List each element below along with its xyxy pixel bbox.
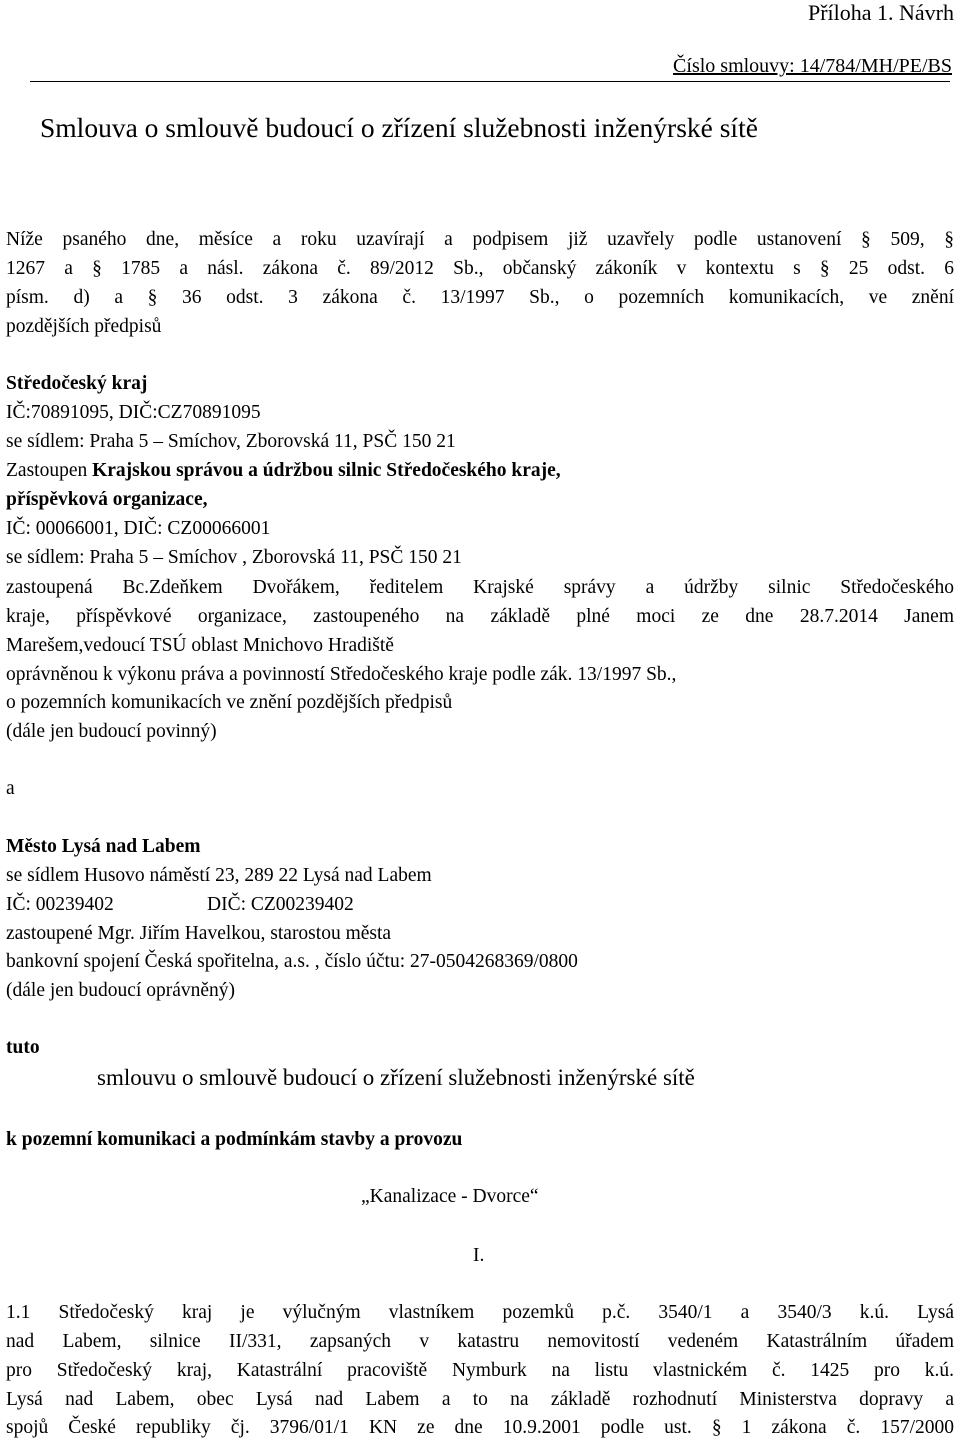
party2-seat: se sídlem Husovo náměstí 23, 289 22 Lysá nad Labem (6, 865, 432, 886)
party2-role: (dále jen budoucí oprávněný) (6, 980, 236, 1001)
party2-bank: bankovní spojení Česká spořitelna, a.s. , číslo účtu: 27-0504268369/0800 (6, 951, 578, 972)
rep-organization: Krajskou správou a údržbou silnic Středočeského kraje, (92, 460, 561, 481)
party1-line-3: Marešem,vedoucí TSÚ oblast Mnichovo Hradiště (6, 635, 394, 656)
header-rule (30, 81, 950, 82)
rep-seat: se sídlem: Praha 5 – Smíchov , Zborovská 11, PSČ 150 21 (6, 547, 462, 568)
annex-label: Příloha 1. Návrh (807, 0, 954, 25)
tuto-word: tuto (6, 1037, 40, 1058)
party1-seat: se sídlem: Praha 5 – Smíchov, Zborovská 11, PSČ 150 21 (6, 431, 456, 452)
intro-line-3: písm. d) a § 36 odst. 3 zákona č. 13/1997 Sb., o pozemních komunikacích, ve znění (6, 287, 954, 308)
party1-role: (dále jen budoucí povinný) (6, 721, 217, 742)
contract-subject: k pozemní komunikaci a podmínkám stavby a provozu (6, 1129, 463, 1150)
project-name: „Kanalizace - Dvorce“ (361, 1186, 539, 1207)
contract-subtitle: smlouvu o smlouvě budoucí o zřízení služebnosti inženýrské sítě (97, 1065, 695, 1090)
intro-line-1: Níže psaného dne, měsíce a roku uzavírají a podpisem již uzavřely podle ustanovení § 509, § (6, 229, 954, 250)
party1-representation (6, 457, 561, 484)
and-word: a (6, 778, 15, 799)
party1-line-1: zastoupená Bc.Zdeňkem Dvořákem, ředitelem Krajské správy a údržby silnic Středočeského (6, 577, 954, 598)
rep-prefix: Zastoupen (6, 460, 93, 481)
section-line-1: 1.1 Středočeský kraj je výlučným vlastníkem pozemků p.č. 3540/1 a 3540/3 k.ú. Lysá (6, 1302, 954, 1323)
contract-number: Číslo smlouvy: 14/784/MH/PE/BS (673, 55, 952, 77)
party2-name: Město Lysá nad Labem (6, 836, 201, 857)
section-line-4: Lysá nad Labem, obec Lysá nad Labem a to na základě rozhodnutí Ministerstva dopravy a (6, 1389, 954, 1410)
party1-line-5: o pozemních komunikacích ve znění pozdějších předpisů (6, 692, 453, 713)
party2-dic: DIČ: CZ00239402 (207, 894, 354, 915)
party1-line-4: oprávněnou k výkonu práva a povinností Středočeského kraje podle zák. 13/1997 Sb., (6, 664, 677, 685)
intro-line-4: pozdějších předpisů (6, 316, 162, 337)
party2-ico: IČ: 00239402 (6, 894, 114, 915)
intro-line-2: 1267 a § 1785 a násl. zákona č. 89/2012 Sb., občanský zákoník v kontextu s § 25 odst. 6 (6, 258, 954, 279)
rep-ids: IČ: 00066001, DIČ: CZ00066001 (6, 518, 271, 539)
section-line-2: nad Labem, silnice II/331, zapsaných v katastru nemovitostí vedeném Katastrálním úřadem (6, 1331, 954, 1352)
section-line-5: spojů České republiky čj. 3796/01/1 KN ze dne 10.9.2001 podle ust. § 1 zákona č. 157/2000 (6, 1417, 954, 1438)
party2-rep: zastoupené Mgr. Jiřím Havelkou, starostou města (6, 923, 392, 944)
party1-line-2: kraje, příspěvkové organizace, zastoupeného na základě plné moci ze dne 28.7.2014 Janem (6, 606, 954, 627)
section-line-3: pro Středočeský kraj, Katastrální pracoviště Nymburk na listu vlastnickém č. 1425 pro k.ú. (6, 1360, 954, 1381)
party1-ids: IČ:70891095, DIČ:CZ70891095 (6, 402, 261, 423)
rep-organization-type: příspěvková organizace, (6, 489, 208, 510)
document-title: Smlouva o smlouvě budoucí o zřízení služebnosti inženýrské sítě (40, 112, 758, 143)
party1-name: Středočeský kraj (6, 373, 148, 394)
section-number: I. (473, 1245, 485, 1266)
